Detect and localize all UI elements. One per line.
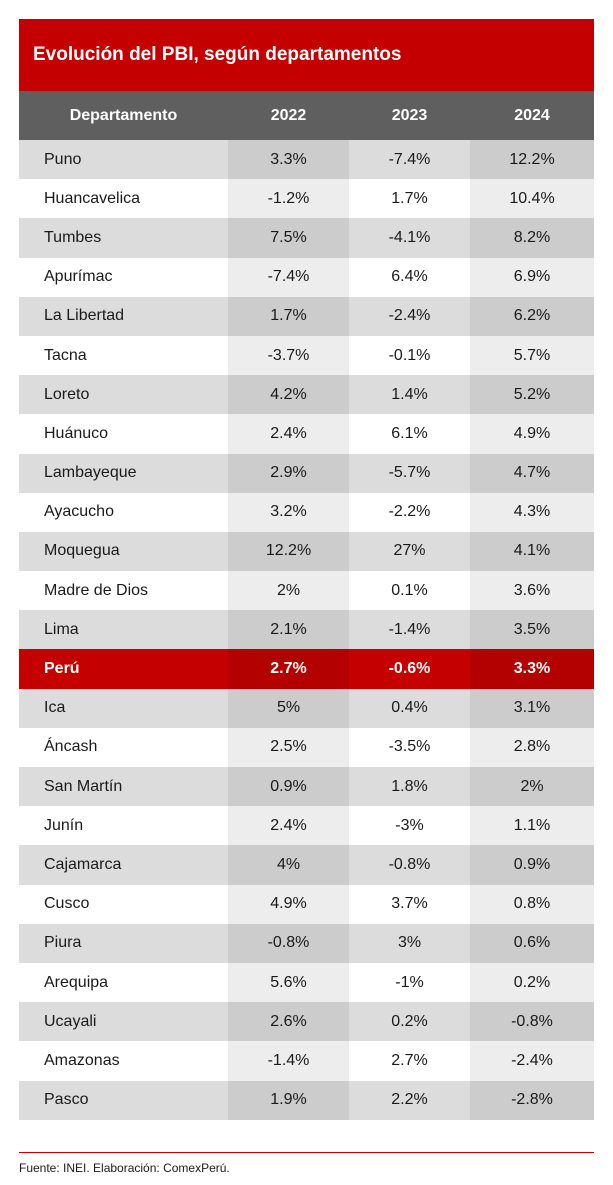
cell-2023: -2.4%	[388, 307, 431, 325]
table-row	[19, 728, 594, 767]
cell-2023: -0.6%	[388, 660, 431, 678]
cell-2023: -5.7%	[388, 464, 431, 482]
cell-2023: -1%	[395, 973, 424, 991]
cell-2024: 4.7%	[470, 454, 594, 493]
cell-2023: -4.1%	[388, 228, 431, 246]
cell-2022: 0.9%	[228, 767, 349, 806]
table-title: Evolución del PBI, según departamentos	[19, 19, 594, 91]
table-row	[19, 963, 594, 1002]
cell-2024: 2.8%	[470, 728, 594, 767]
cell-2022: 2%	[228, 571, 349, 610]
cell-department: Áncash	[44, 738, 98, 756]
cell-department: Huancavelica	[44, 189, 141, 207]
header-2024: 2024	[514, 106, 550, 124]
cell-2023: -1.4%	[388, 620, 431, 638]
cell-2024: 5.7%	[470, 336, 594, 375]
cell-2022: 1.7%	[228, 297, 349, 336]
source-note: Fuente: INEI. Elaboración: ComexPerú.	[19, 1161, 230, 1175]
cell-department: Junín	[44, 816, 84, 834]
cell-department: Ica	[44, 699, 66, 717]
table-row	[19, 375, 594, 414]
cell-2023: -3%	[395, 816, 424, 834]
cell-2022: 2.5%	[228, 728, 349, 767]
cell-department: Moquegua	[44, 542, 120, 560]
cell-department: Ucayali	[44, 1012, 97, 1030]
table-row-peru-total	[19, 649, 594, 688]
cell-department: Tumbes	[44, 228, 102, 246]
cell-2022: 2.4%	[228, 414, 349, 453]
cell-2022: -0.8%	[228, 924, 349, 963]
cell-department: Cusco	[44, 895, 90, 913]
table-header-row	[19, 91, 594, 140]
cell-2023: 0.1%	[391, 581, 428, 599]
table-row	[19, 258, 594, 297]
table-row	[19, 1002, 594, 1041]
cell-department: Tacna	[44, 346, 87, 364]
cell-2023: -0.8%	[388, 855, 431, 873]
cell-department: Madre de Dios	[44, 581, 149, 599]
cell-2023: 2.7%	[391, 1051, 428, 1069]
table-row	[19, 571, 594, 610]
cell-2023: 6.4%	[391, 268, 428, 286]
cell-2024: 3.1%	[470, 689, 594, 728]
cell-2023: -3.5%	[388, 738, 431, 756]
cell-department: Perú	[44, 660, 80, 678]
cell-department: Ayacucho	[44, 503, 114, 521]
cell-2024: 0.9%	[470, 845, 594, 884]
cell-2024: 4.1%	[470, 532, 594, 571]
table-body	[19, 140, 594, 1120]
cell-2024: 3.3%	[470, 649, 594, 688]
cell-2023: 2.2%	[391, 1091, 428, 1109]
cell-2022: -1.2%	[228, 179, 349, 218]
cell-2023: 0.4%	[391, 699, 428, 717]
table-row	[19, 1041, 594, 1080]
header-department: Departamento	[69, 106, 178, 124]
table-row	[19, 297, 594, 336]
cell-2024: 4.3%	[470, 493, 594, 532]
cell-2024: -0.8%	[470, 1002, 594, 1041]
table-row	[19, 454, 594, 493]
cell-2024: 4.9%	[470, 414, 594, 453]
cell-2022: 3.2%	[228, 493, 349, 532]
table-row	[19, 493, 594, 532]
cell-2023: 1.8%	[391, 777, 428, 795]
footer-divider	[19, 1152, 594, 1153]
cell-2023: 3%	[397, 934, 422, 952]
cell-2024: 12.2%	[470, 140, 594, 179]
table-row	[19, 806, 594, 845]
table-row	[19, 414, 594, 453]
cell-department: Amazonas	[44, 1051, 120, 1069]
cell-2022: 2.6%	[228, 1002, 349, 1041]
cell-2023: 1.4%	[391, 385, 428, 403]
cell-department: Pasco	[44, 1091, 89, 1109]
cell-department: Piura	[44, 934, 82, 952]
cell-2022: -7.4%	[228, 258, 349, 297]
cell-2024: 0.6%	[470, 924, 594, 963]
cell-2023: 1.7%	[391, 189, 428, 207]
cell-2023: 27%	[393, 542, 426, 560]
gdp-table	[19, 19, 594, 1120]
cell-2023: 0.2%	[391, 1012, 428, 1030]
cell-department: Lambayeque	[44, 464, 137, 482]
cell-department: La Libertad	[44, 307, 125, 325]
cell-2022: 4.2%	[228, 375, 349, 414]
cell-2022: 2.9%	[228, 454, 349, 493]
table-row	[19, 1081, 594, 1120]
cell-2024: 1.1%	[470, 806, 594, 845]
cell-2023: -0.1%	[388, 346, 431, 364]
cell-department: Lima	[44, 620, 79, 638]
cell-2023: 3.7%	[391, 895, 428, 913]
cell-department: Cajamarca	[44, 855, 122, 873]
cell-department: Arequipa	[44, 973, 109, 991]
cell-2022: 2.4%	[228, 806, 349, 845]
cell-2024: -2.4%	[470, 1041, 594, 1080]
table-row	[19, 689, 594, 728]
table-row	[19, 218, 594, 257]
cell-2024: 3.6%	[470, 571, 594, 610]
header-2023: 2023	[391, 106, 428, 124]
cell-department: Huánuco	[44, 424, 109, 442]
cell-2024: 0.8%	[470, 885, 594, 924]
table-row	[19, 767, 594, 806]
cell-2022: -3.7%	[228, 336, 349, 375]
cell-2022: 5%	[228, 689, 349, 728]
cell-2024: 6.9%	[470, 258, 594, 297]
table-row	[19, 140, 594, 179]
table-row	[19, 179, 594, 218]
cell-2024: 2%	[470, 767, 594, 806]
header-2022: 2022	[270, 106, 307, 124]
cell-2024: -2.8%	[470, 1081, 594, 1120]
cell-2022: -1.4%	[228, 1041, 349, 1080]
cell-2022: 2.1%	[228, 610, 349, 649]
cell-2024: 10.4%	[470, 179, 594, 218]
table-row	[19, 845, 594, 884]
cell-department: San Martín	[44, 777, 123, 795]
cell-2022: 3.3%	[228, 140, 349, 179]
cell-2022: 4%	[228, 845, 349, 884]
cell-2024: 0.2%	[470, 963, 594, 1002]
table-row	[19, 610, 594, 649]
cell-2022: 5.6%	[228, 963, 349, 1002]
cell-2024: 3.5%	[470, 610, 594, 649]
cell-2022: 12.2%	[228, 532, 349, 571]
cell-2024: 5.2%	[470, 375, 594, 414]
table-row	[19, 924, 594, 963]
cell-2023: -7.4%	[388, 150, 431, 168]
cell-2024: 8.2%	[470, 218, 594, 257]
cell-department: Apurímac	[44, 268, 113, 286]
cell-department: Puno	[44, 150, 82, 168]
cell-2022: 7.5%	[228, 218, 349, 257]
table-row	[19, 885, 594, 924]
cell-2023: -2.2%	[388, 503, 431, 521]
table-row	[19, 336, 594, 375]
cell-2023: 6.1%	[391, 424, 428, 442]
cell-department: Loreto	[44, 385, 90, 403]
cell-2024: 6.2%	[470, 297, 594, 336]
table-row	[19, 532, 594, 571]
cell-2022: 1.9%	[228, 1081, 349, 1120]
cell-2022: 2.7%	[228, 649, 349, 688]
cell-2022: 4.9%	[228, 885, 349, 924]
